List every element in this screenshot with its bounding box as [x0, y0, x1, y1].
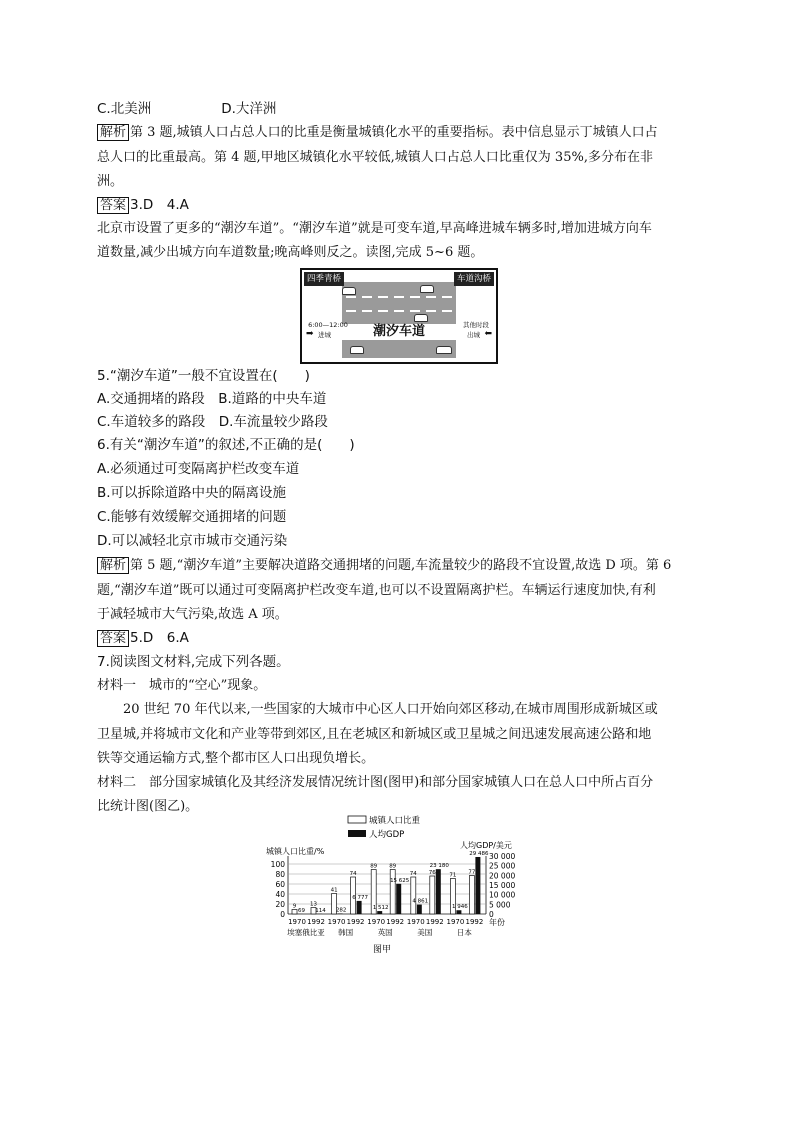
q6-stem: 6.有关“潮汐车道”的叙述,不正确的是( )	[97, 437, 355, 453]
urbanization-gdp-chart	[262, 812, 532, 960]
bar-urban	[430, 876, 435, 914]
data-label-urban: 13	[310, 901, 317, 908]
right-direction-label: 出城	[467, 331, 480, 339]
x-tick-year: 1992	[346, 918, 365, 926]
y-left-tick-label: 100	[270, 860, 285, 869]
data-label-gdp: 15 625	[390, 877, 410, 884]
bar-urban	[411, 877, 416, 914]
tidal-lane-figure	[300, 268, 498, 364]
y-right-tick-label: 30 000	[489, 852, 516, 861]
y-right-tick-label: 20 000	[489, 871, 516, 881]
bar-gdp	[456, 910, 461, 914]
data-label-urban: 77	[468, 869, 476, 876]
q5-options-ab: A.交通拥堵的路段 B.道路的中央车道	[97, 391, 327, 407]
y-right-tick-label: 10 000	[489, 890, 516, 900]
right-time-label: 其他时段	[463, 321, 489, 329]
analysis-1-line-3: 洲。	[97, 174, 124, 189]
x-tick-country: 美国	[417, 928, 433, 937]
x-tick-year: 1970	[327, 918, 346, 926]
material-2-line-1: 材料二 部分国家城镇化及其经济发展情况统计图(图甲)和部分国家城镇人口在总人口中所占百分	[97, 775, 654, 790]
analysis-2-line-2: 题,“潮汐车道”既可以通过可变隔离护栏改变车道,也可以不设置隔离护栏。车辆运行速度加快,有利	[97, 583, 656, 598]
car-icon	[350, 346, 364, 354]
data-label-urban: 74	[349, 871, 357, 877]
x-tick-year: 1992	[465, 918, 484, 926]
q4-option-c: C.北美洲	[97, 101, 152, 117]
chart-caption: 图甲	[372, 945, 392, 955]
x-axis-title: 年份	[489, 918, 505, 927]
y-right-tick-label: 15 000	[489, 881, 516, 890]
x-tick-year: 1992	[386, 918, 405, 926]
answer-1: 答案 3.D 4.A	[97, 196, 189, 215]
analysis-tag: 解析	[97, 124, 129, 141]
analysis-1-line-2: 总人口的比重最高。第 4 题,甲地区城镇化水平较低,城镇人口占总人口比重仅为 35%,多分布在非	[97, 150, 653, 165]
q5-stem: 5.“潮汐车道”一般不宜设置在( )	[97, 368, 310, 384]
data-label-gdp: 4 861	[412, 898, 429, 905]
bar-gdp	[417, 905, 422, 914]
data-label-gdp: 1 946	[452, 904, 468, 911]
data-label-urban: 76	[428, 870, 436, 876]
x-tick-country: 韩国	[338, 928, 354, 937]
y-right-axis-title: 人均GDP/美元	[460, 841, 512, 850]
data-label-gdp: 6 777	[352, 894, 368, 901]
analysis-2-line-1: 解析 第 5 题,“潮汐车道”主要解决道路交通拥堵的问题,车流量较少的路段不宜设置,故选 D 项。第 6	[97, 557, 671, 575]
y-right-tick-label: 0	[489, 910, 494, 919]
lane-dash	[346, 310, 456, 312]
y-right-tick-label: 25 000	[489, 861, 516, 871]
q6-option-b: B.可以拆除道路中央的隔离设施	[97, 485, 287, 501]
q4-options	[97, 100, 276, 118]
x-tick-year: 1970	[406, 918, 425, 926]
analysis-1-line-1: 解析 第 3 题,城镇人口占总人口的比重是衡量城镇化水平的重要指标。表中信息显示丁城镇人口占	[97, 124, 658, 142]
y-left-tick-label: 80	[275, 870, 285, 879]
analysis-2-line-3: 于减轻城市大气污染,故选 A 项。	[97, 607, 288, 622]
data-label-gdp: 282	[335, 907, 347, 914]
y-left-axis-title: 城镇人口比重/%	[266, 847, 325, 856]
answer-2: 答案 5.D 6.A	[97, 629, 189, 648]
data-label-urban: 41	[330, 887, 338, 894]
left-arrow-icon: ⬅	[484, 329, 492, 339]
intro-56-line-1: 北京市设置了更多的“潮汐车道”。“潮汐车道”就是可变车道,早高峰进城车辆多时,增加进城方向车	[97, 221, 652, 236]
data-label-urban: 89	[389, 863, 397, 870]
x-tick-country: 英国	[377, 928, 393, 937]
x-tick-country: 埃塞俄比亚	[287, 928, 325, 937]
q6-option-d: D.可以减轻北京市城市交通污染	[97, 533, 288, 549]
q6-option-c: C.能够有效缓解交通拥堵的问题	[97, 509, 287, 525]
y-right-tick-label: 5 000	[489, 900, 511, 910]
y-left-tick-label: 20	[275, 900, 285, 909]
bar-gdp	[357, 901, 362, 914]
car-icon	[342, 287, 356, 295]
x-tick-year: 1992	[307, 918, 325, 926]
data-label-gdp: 69	[298, 907, 305, 914]
y-left-tick-label: 0	[280, 910, 285, 919]
bar-gdp	[436, 869, 441, 914]
q7-stem: 7.阅读图文材料,完成下列各题。	[97, 654, 290, 670]
car-icon	[420, 285, 434, 293]
intro-56-line-2: 道数量,减少出城方向车道数量;晚高峰则反之。读图,完成 5~6 题。	[97, 245, 484, 260]
material-1-title: 材料一 城市的“空心”现象。	[97, 678, 267, 693]
bar-urban	[390, 870, 395, 915]
data-label-gdp: 29 486	[469, 850, 489, 857]
legend-label-gdp: 人均GDP	[369, 830, 405, 840]
material-1-line-1: 20 世纪 70 年代以来,一些国家的大城市中心区人口开始向郊区移动,在城市周围形成新城区或	[123, 702, 658, 717]
right-bridge-label: 车道沟桥	[454, 272, 494, 286]
bar-urban	[292, 910, 297, 915]
legend-swatch-gdp	[348, 830, 366, 837]
legend-swatch-urban	[348, 816, 366, 823]
bar-urban	[469, 876, 474, 915]
left-bridge-label: 四季青桥	[304, 272, 344, 286]
bar-gdp	[396, 884, 401, 914]
data-label-gdp: 1 512	[372, 905, 389, 912]
data-label-urban: 9	[292, 903, 297, 910]
x-tick-country: 日本	[456, 928, 472, 937]
bar-gdp	[475, 857, 480, 914]
q5-options-cd: C.车道较多的路段 D.车流量较少路段	[97, 414, 328, 430]
tidal-lane-center-label: 潮汐车道	[342, 324, 456, 340]
car-icon	[414, 314, 428, 322]
bar-gdp	[338, 913, 343, 914]
left-direction-label: 进城	[318, 331, 331, 339]
material-1-line-3: 铁等交通运输方式,整个都市区人口出现负增长。	[97, 751, 375, 766]
road-upper	[342, 282, 456, 324]
data-label-gdp: 23 180	[429, 863, 449, 870]
material-2-line-2: 比统计图(图乙)。	[97, 799, 199, 814]
data-label-urban: 74	[409, 871, 417, 877]
y-left-tick-label: 60	[275, 880, 285, 889]
left-time-label: 6:00—12:00	[308, 321, 348, 329]
q6-option-a: A.必须通过可变隔离护栏改变车道	[97, 461, 300, 477]
data-label-urban: 89	[370, 863, 378, 870]
right-arrow-icon: ➡	[306, 329, 314, 339]
x-tick-year: 1970	[367, 918, 386, 926]
y-left-tick-label: 40	[275, 890, 285, 899]
material-1-line-2: 卫星城,并将城市文化和产业等带到郊区,且在老城区和新城区或卫星城之间迅速发展高速公路和地	[97, 727, 652, 742]
bar-gdp	[377, 911, 382, 914]
lane-dash	[346, 296, 456, 298]
x-tick-year: 1992	[425, 918, 444, 926]
bus-icon	[436, 346, 452, 354]
data-label-urban: 71	[449, 872, 457, 879]
data-label-gdp: 114	[315, 907, 326, 914]
x-tick-year: 1970	[446, 918, 465, 926]
q4-option-d: D.大洋洲	[221, 101, 277, 117]
legend-label-urban: 城镇人口比重	[369, 816, 421, 826]
answer-tag: 答案	[97, 197, 129, 214]
x-tick-year: 1970	[288, 918, 306, 926]
